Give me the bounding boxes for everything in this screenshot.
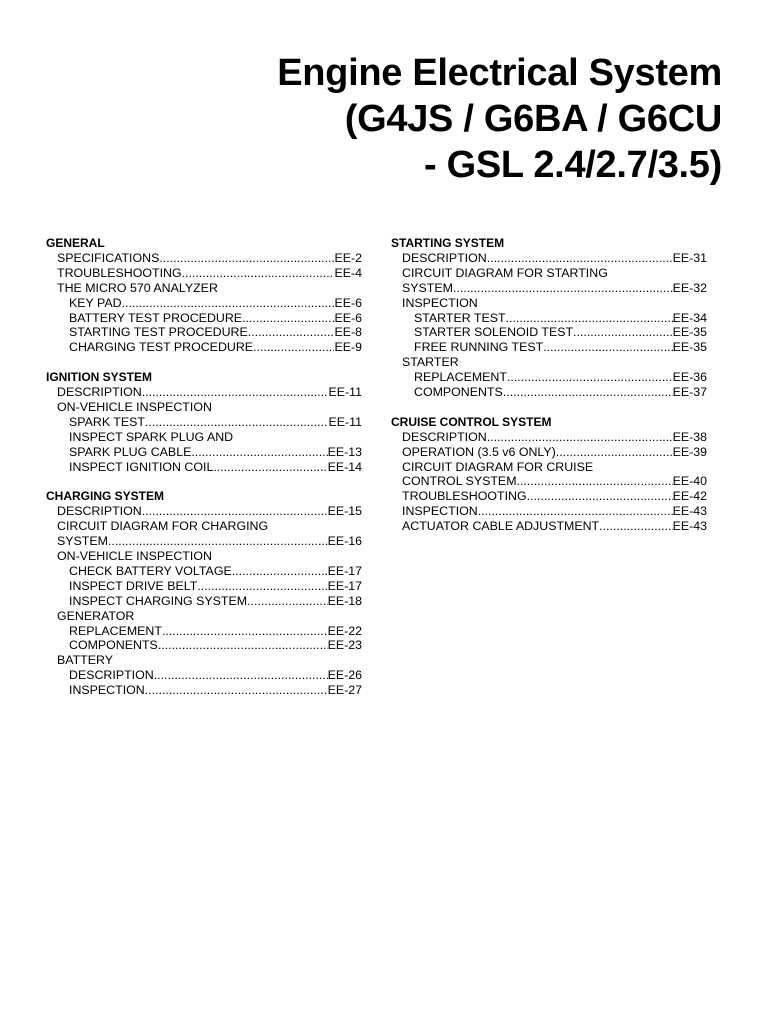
toc-section-charging xyxy=(46,489,362,698)
toc-entry-label: INSPECT SPARK PLUG AND xyxy=(69,429,234,444)
toc-entry-components[interactable] xyxy=(46,638,362,653)
dot-leader xyxy=(213,460,327,475)
dot-leader xyxy=(145,415,328,430)
toc-entry-label: OPERATION (3.5 v6 ONLY) xyxy=(402,444,556,459)
toc-entry-page: EE-15 xyxy=(327,504,362,519)
dot-leader xyxy=(503,385,673,400)
toc-entry-label: SYSTEM xyxy=(57,534,108,549)
toc-entry-label: INSPECT CHARGING SYSTEM xyxy=(69,593,248,608)
toc-entry-drive-belt[interactable] xyxy=(46,579,362,594)
toc-entry-label: STARTER TEST xyxy=(414,310,506,325)
toc-entry-page: EE-4 xyxy=(334,265,362,280)
dot-leader xyxy=(506,311,673,326)
toc-entry-page: EE-43 xyxy=(672,519,707,534)
dot-leader xyxy=(573,325,673,340)
toc-entry-spark-plug-cable[interactable] xyxy=(46,445,362,460)
toc-entry-page: EE-39 xyxy=(672,444,707,459)
toc-entry-operation[interactable] xyxy=(391,445,707,460)
section-heading-general: GENERAL xyxy=(46,236,105,250)
toc-entry-solenoid-test[interactable] xyxy=(391,325,707,340)
toc-subheading-on-vehicle xyxy=(46,549,362,564)
toc-entry-page: EE-38 xyxy=(672,429,707,444)
toc-section-general xyxy=(46,236,362,355)
toc-entry-page: EE-11 xyxy=(328,414,362,429)
toc-entry-starter-test[interactable] xyxy=(391,311,707,326)
toc-entry-label: TROUBLESHOOTING xyxy=(402,489,527,504)
section-heading-ignition: IGNITION SYSTEM xyxy=(46,370,153,385)
dot-leader xyxy=(182,266,335,281)
toc-entry-components[interactable] xyxy=(391,385,707,400)
toc-entry-page: EE-26 xyxy=(327,668,362,683)
toc-entry-label: KEY PAD xyxy=(69,295,122,310)
dot-leader xyxy=(158,638,328,653)
toc-entry-page: EE-42 xyxy=(672,489,707,504)
toc-entry-label: INSPECT IGNITION COIL xyxy=(69,459,214,474)
toc-entry-page: EE-17 xyxy=(327,578,362,593)
toc-entry-label: SYSTEM xyxy=(402,280,453,295)
toc-entry-description[interactable] xyxy=(391,251,707,266)
dot-leader xyxy=(122,296,335,311)
toc-subheading-on-vehicle xyxy=(46,400,362,415)
toc-section-starting xyxy=(391,236,707,400)
toc-entry-page: EE-9 xyxy=(334,340,362,355)
toc-entry-replacement[interactable] xyxy=(391,370,707,385)
toc-entry-page: EE-22 xyxy=(327,623,362,638)
toc-entry-actuator-cable[interactable] xyxy=(391,519,707,534)
toc-entry-label: STARTER SOLENOID TEST xyxy=(414,325,574,340)
dot-leader xyxy=(487,251,673,266)
toc-entry-label: BATTERY xyxy=(57,653,113,668)
toc-entry-page: EE-13 xyxy=(327,444,362,459)
toc-entry-inspection[interactable] xyxy=(391,504,707,519)
toc-entry-circuit-diagram xyxy=(391,460,707,475)
toc-entry-circuit-diagram xyxy=(391,266,707,281)
toc-section-cruise xyxy=(391,415,707,534)
toc-subheading-micro-570 xyxy=(46,281,362,296)
section-heading-cruise: CRUISE CONTROL SYSTEM xyxy=(391,414,552,429)
toc-entry-label: BATTERY TEST PROCEDURE xyxy=(69,310,243,325)
toc-entry-page: EE-37 xyxy=(672,385,707,400)
dot-leader xyxy=(197,579,327,594)
section-heading-starting: STARTING SYSTEM xyxy=(391,236,505,250)
toc-entry-ignition-coil[interactable] xyxy=(46,460,362,475)
toc-entry-page: EE-31 xyxy=(672,250,707,265)
toc-entry-page: EE-17 xyxy=(327,563,362,578)
toc-entry-page: EE-40 xyxy=(672,474,707,489)
dot-leader xyxy=(253,340,334,355)
dot-leader xyxy=(543,340,672,355)
dot-leader xyxy=(507,370,673,385)
toc-subheading-inspection xyxy=(391,296,707,311)
toc-entry-label: ON-VEHICLE INSPECTION xyxy=(57,549,212,563)
toc-entry-page: EE-16 xyxy=(327,534,362,549)
toc-entry-label: INSPECT DRIVE BELT xyxy=(69,578,198,593)
toc-entry-description[interactable] xyxy=(391,430,707,445)
dot-leader xyxy=(159,251,334,266)
title-line-2: (G4JS / G6BA / G6CU xyxy=(344,98,722,140)
toc-entry-label: CHARGING TEST PROCEDURE xyxy=(69,340,254,355)
toc-entry-charging-system[interactable] xyxy=(46,594,362,609)
toc-entry-replacement[interactable] xyxy=(46,624,362,639)
toc-entry-label: DESCRIPTION xyxy=(57,504,142,519)
dot-leader xyxy=(154,668,328,683)
toc-entry-system[interactable] xyxy=(46,534,362,549)
dot-leader xyxy=(487,430,673,445)
dot-leader xyxy=(108,534,328,549)
toc-entry-page: EE-35 xyxy=(672,325,707,340)
toc-entry-battery-test[interactable] xyxy=(46,311,362,326)
toc-entry-page: EE-43 xyxy=(672,504,707,519)
dot-leader xyxy=(247,594,327,609)
toc-entry-label: STARTING TEST PROCEDURE xyxy=(69,325,248,340)
toc-entry-label: COMPONENTS xyxy=(414,385,503,400)
toc-entry-battery-description[interactable] xyxy=(46,668,362,683)
toc-entry-page: EE-6 xyxy=(334,310,362,325)
toc-entry-page: EE-18 xyxy=(327,593,362,608)
toc-entry-control-system[interactable] xyxy=(391,474,707,489)
toc-entry-page: EE-14 xyxy=(327,459,362,474)
toc-subheading-battery xyxy=(46,653,362,668)
toc-entry-key-pad[interactable] xyxy=(46,296,362,311)
toc-entry-description[interactable] xyxy=(46,385,362,400)
dot-leader xyxy=(232,564,328,579)
toc-entry-label: CIRCUIT DIAGRAM FOR CHARGING xyxy=(57,519,269,534)
dot-leader xyxy=(248,325,335,340)
dot-leader xyxy=(599,519,672,534)
dot-leader xyxy=(556,445,673,460)
toc-entry-specifications[interactable] xyxy=(46,251,362,266)
toc-entry-page: EE-36 xyxy=(672,370,707,385)
toc-entry-free-running-test[interactable] xyxy=(391,340,707,355)
toc-entry-page: EE-2 xyxy=(334,250,362,265)
toc-entry-circuit-diagram xyxy=(46,519,362,534)
toc-entry-starting-test[interactable] xyxy=(46,325,362,340)
toc-entry-label: COMPONENTS xyxy=(69,638,158,653)
dot-leader xyxy=(191,445,327,460)
dot-leader xyxy=(142,385,329,400)
title-line-1: Engine Electrical System xyxy=(277,52,722,94)
toc-entry-label: REPLACEMENT xyxy=(414,370,507,385)
toc-entry-label: ON-VEHICLE INSPECTION xyxy=(57,399,212,414)
toc-entry-page: EE-11 xyxy=(328,385,362,400)
toc-entry-page: EE-34 xyxy=(672,310,707,325)
toc-entry-label: DESCRIPTION xyxy=(402,250,487,265)
section-heading-charging: CHARGING SYSTEM xyxy=(46,489,165,504)
toc-entry-page: EE-35 xyxy=(672,340,707,355)
toc-entry-label: INSPECTION xyxy=(402,295,478,310)
toc-entry-page: EE-23 xyxy=(327,638,362,653)
toc-entry-label: TROUBLESHOOTING xyxy=(57,265,182,280)
toc-entry-label: DESCRIPTION xyxy=(402,429,487,444)
toc-entry-battery-voltage[interactable] xyxy=(46,564,362,579)
toc-entry-system[interactable] xyxy=(391,281,707,296)
toc-entry-label: DESCRIPTION xyxy=(69,668,154,683)
toc-section-ignition xyxy=(46,370,362,474)
dot-leader xyxy=(162,624,328,639)
toc-entry-inspect-spark-plug xyxy=(46,430,362,445)
toc-left-column xyxy=(46,236,362,713)
toc-right-column xyxy=(391,236,707,549)
dot-leader xyxy=(527,489,673,504)
toc-entry-page: EE-6 xyxy=(334,295,362,310)
toc-subheading-starter xyxy=(391,355,707,370)
toc-entry-label: THE MICRO 570 ANALYZER xyxy=(57,280,218,295)
toc-entry-label: REPLACEMENT xyxy=(69,623,162,638)
toc-entry-label: SPARK PLUG CABLE xyxy=(69,444,192,459)
toc-entry-charging-test[interactable] xyxy=(46,340,362,355)
document-title xyxy=(277,50,722,188)
dot-leader xyxy=(517,474,673,489)
toc-entry-label: SPECIFICATIONS xyxy=(57,250,160,265)
toc-entry-label: CIRCUIT DIAGRAM FOR STARTING xyxy=(402,265,608,280)
toc-entry-label: CIRCUIT DIAGRAM FOR CRUISE xyxy=(402,459,594,474)
toc-subheading-generator xyxy=(46,609,362,624)
toc-entry-label: ACTUATOR CABLE ADJUSTMENT xyxy=(402,519,600,534)
dot-leader xyxy=(242,311,334,326)
dot-leader xyxy=(478,504,673,519)
dot-leader xyxy=(142,504,328,519)
dot-leader xyxy=(145,683,328,698)
toc-entry-description[interactable] xyxy=(46,504,362,519)
title-line-3: - GSL 2.4/2.7/3.5) xyxy=(423,144,722,186)
toc-entry-label: FREE RUNNING TEST xyxy=(414,340,544,355)
toc-entry-page: EE-8 xyxy=(334,325,362,340)
toc-entry-page: EE-32 xyxy=(672,280,707,295)
toc-entry-label: CHECK BATTERY VOLTAGE xyxy=(69,563,232,578)
toc-entry-battery-inspection[interactable] xyxy=(46,683,362,698)
toc-entry-label: STARTER xyxy=(402,355,459,370)
toc-entry-label: SPARK TEST xyxy=(69,414,145,429)
toc-entry-troubleshooting[interactable] xyxy=(391,489,707,504)
toc-entry-troubleshooting[interactable] xyxy=(46,266,362,281)
toc-entry-label: INSPECTION xyxy=(402,504,478,519)
toc-entry-label: INSPECTION xyxy=(69,683,145,698)
toc-entry-label: DESCRIPTION xyxy=(57,385,142,400)
toc-entry-spark-test[interactable] xyxy=(46,415,362,430)
dot-leader xyxy=(453,281,673,296)
toc-entry-label: CONTROL SYSTEM xyxy=(402,474,517,489)
toc-entry-label: GENERATOR xyxy=(57,608,135,623)
toc-entry-page: EE-27 xyxy=(327,683,362,698)
